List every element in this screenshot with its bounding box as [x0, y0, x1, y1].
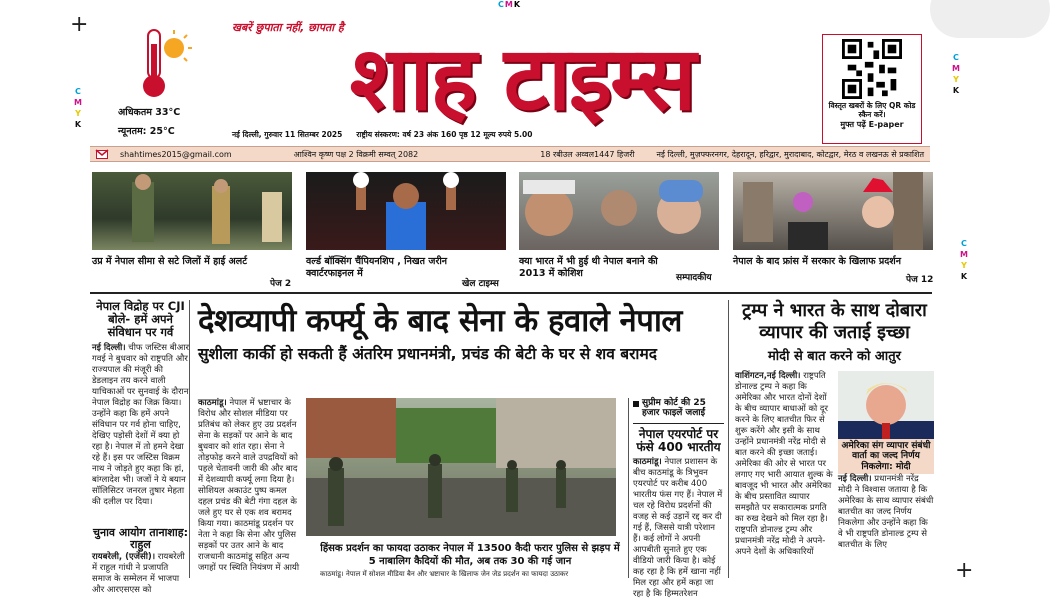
cities-text: नई दिल्ली, मुज़फ्फरनगर, देहरादून, हरिद्वार, मुरादाबाद, कोटद्वार, मेरठ व लखनऊ से प्रकाशित — [656, 149, 924, 159]
left-sub-body: रायबरेली में राहुल गांधी ने प्रजापति समाज के सम्मेलन में भाजपा और आरएसएस को — [92, 551, 185, 595]
dateline-bar — [90, 146, 930, 162]
right-headline[interactable]: ट्रम्प ने भारत के साथ दोबारा व्यापार की जताई इच्छा — [742, 300, 927, 343]
left-sub-dateline: रायबरेली, (एजेंसी)। — [92, 551, 156, 562]
lead-photo-caption-tail: काठमांडू। नेपाल में सोशल मीडिया बैन और भ्रष्टाचार के खिलाफ जेन जेड प्रदर्शन का फायदा उठाकर — [320, 570, 569, 578]
section-divider — [90, 292, 932, 294]
mid-brief[interactable]: सुप्रीम कोर्ट की 25 हजार फाइलें जलाईं — [642, 398, 706, 419]
top-story-page-3: सम्पादकीय — [676, 273, 712, 283]
samvat-text: आश्विन कृष्ण पक्ष 2 विक्रमी सम्वत् 2082 — [293, 149, 419, 159]
cmyk-registration-right-lower: C M Y K — [960, 239, 968, 281]
left-column — [92, 299, 190, 595]
lead-dateline: काठमांडू। — [198, 398, 227, 408]
qr-box[interactable] — [822, 34, 922, 144]
trump-photo[interactable] — [838, 371, 934, 439]
mid-headline[interactable]: नेपाल एयरपोर्ट पर फंसे 400 भारतीय — [636, 426, 721, 455]
temp-min: न्यूनतम: 25°C — [118, 126, 175, 137]
lead-photo-caption[interactable]: हिंसक प्रदर्शन का फायदा उठाकर नेपाल में 13500 कैदी फरार पुलिस से झड़प में 5 नाबालिग कैदियों की मौत, अब तक 30 की गई जान — [320, 543, 620, 567]
right-column — [728, 300, 934, 578]
crop-mark-top-left: + — [70, 12, 89, 37]
top-story-photo-2[interactable] — [306, 172, 506, 250]
qr-text: विस्तृत खबरों के लिए QR कोड स्कैन करें। — [828, 101, 916, 119]
bullet-icon — [633, 401, 639, 407]
right-body: राष्ट्रपति डोनाल्ड ट्रम्प ने कहा कि अमेरिका और भारत दोनों देशों के बीच व्यापार बाधाओं को दूर करने के लिए बातचीत फिर से शुरू करेंगे और इसी के साथ उन्होंने प्रधानमंत्री नरेंद्र मोदी से बात करने की इच्छा जताई। अमेरिका की ओर से भारत पर लगाए गए भारी आयात शुल्क के बावजूद भी भारत और अमेरिका के बीच प्रस्तावित व्यापार समझौते पर सकारात्मक प्रगति का रुख देखने को मिल रहा है। राष्ट्रपति डोनाल्ड ट्रम्प और प्रधानमंत्री नरेंद्र मोदी ने अपने-अपने देशों के अधिकारियों — [735, 370, 833, 557]
qr-code-icon — [842, 39, 902, 99]
lead-photo[interactable] — [306, 398, 616, 536]
right-box-dateline: नई दिल्ली। — [838, 473, 872, 484]
lead-headline[interactable]: देशव्यापी कर्फ्यू के बाद सेना के हवाले नेपाल — [198, 303, 682, 339]
left-dateline: नई दिल्ली। — [92, 342, 126, 353]
mid-dateline: काठमांडू। — [633, 457, 662, 468]
top-story-page-2: खेल टाइम्स — [462, 279, 499, 289]
email-text[interactable]: shahtimes2015@gmail.com — [120, 149, 232, 159]
mid-body: नेपाल प्रशासन के बीच काठमांडू के त्रिभुवन एयरपोर्ट पर करीब 400 भारतीय फंस गए हैं। नेपाल में चल रहे विरोध प्रदर्शनों की वजह से कई उड़ानें रद्द कर दी गई हैं, जिससे यात्री परेशान हैं। कई लोगों ने अपनी आपबीती सुनाते हुए एक वीडियो जारी किया है। कोई कह रहा है कि हमें खाना नहीं मिल रहा और हमें कहा जा रहा है कि हिम्मतरेशन — [633, 457, 723, 600]
edition-info: राष्ट्रीय संस्करण: वर्ष 23 अंक 160 पृष्ठ 12 मूल्य रुपये 5.00 — [356, 130, 533, 139]
top-story-page-4: पेज 12 — [906, 275, 934, 285]
lead-body: नेपाल में भ्रष्टाचार के विरोध और सोशल मीडिया पर प्रतिबंध को लेकर हुए उग्र प्रदर्शन सेना के सड़कों पर आने के बाद बुधवार को शांत रहा। सेना ने तोड़फोड़ करने वाले उपद्रवियों को पहले चेतावनी जारी की और बाद में देशव्यापी कर्फ्यू लगा दिया है। सोशियल अकाउंट पुष्प कमल दहल प्रचंड की बेटी गंगा दहल के जले हुए घर से एक शव बरामद किया गया। काठमांडू प्रदर्शन पर नेता ने कहा कि सेना और पुलिस सड़कों पर उतर आने के बाद राजधानी काठमांडू सहित अन्य जगहों पर स्थिति नियंत्रण में आयी — [198, 398, 300, 573]
cmyk-registration-right: C M Y K — [952, 53, 960, 95]
lead-sub-headline[interactable]: सुशीला कार्की हो सकती हैं अंतरिम प्रधानमंत्री, प्रचंड की बेटी के घर से शव बरामद — [198, 345, 657, 363]
right-dateline: वाशिंगटन,नई दिल्ली। — [735, 370, 801, 381]
qr-cta[interactable]: मुफ्त पढ़ें E-paper — [840, 120, 904, 129]
right-box-body: प्रधानमंत्री नरेंद्र मोदी ने विश्वास जताया है कि अमेरिका के साथ व्यापार संबंधी बातचीत का जल्द निर्णय निकलेगा और उन्होंने कहा कि वे भी राष्ट्रपति डोनाल्ड ट्रम्प से बातचीत के लिए — [838, 473, 934, 550]
masthead-title: शाह टाइम्स — [349, 26, 695, 130]
place-date: नई दिल्ली, गुरुवार 11 सितम्बर 2025 — [232, 130, 343, 139]
cmyk-registration-top: CMK — [498, 0, 522, 9]
left-headline[interactable]: नेपाल विद्रोह पर CJI बोले- हमें अपने संविधान पर गर्व — [96, 299, 185, 340]
top-story-photo-3[interactable] — [519, 172, 719, 250]
corner-overlay — [930, 0, 1050, 38]
mid-column — [628, 398, 724, 600]
top-story-caption-2[interactable]: वर्ल्ड बॉक्सिंग चैंपियनशिप , निखत जरीन क्वार्टरफाइनल में — [306, 256, 448, 279]
left-body: चीफ जस्टिस बीआर गवई ने बुधवार को राष्ट्रपति और राज्यपाल की मंजूरी की डेडलाइन तय करने वाली याचिकाओं पर सुनवाई के दौरान नेपाल विद्रोह का जिक्र किया। उन्होंने कहा कि हमें अपने संविधान पर गर्व होना चाहिए, देखिए पड़ोसी देशों में क्या हो रहा है। नेपाल में तो हमने देखा रहे हैं। इस पर जस्टिस विक्रम नाथ ने जोड़ते हुए कहा कि हां, बांग्लादेश भी। जजों ने ये बयान सॉलिसिटर जनरल तुषार मेहता की दलील पर दिया। — [92, 342, 189, 507]
cmyk-registration-left: C M Y K — [74, 87, 82, 129]
thermometer-icon — [136, 26, 196, 102]
temp-max: अधिकतम 33°C — [118, 107, 181, 118]
top-story-page-1: पेज 2 — [270, 279, 292, 289]
top-story-caption-1[interactable]: उप्र में नेपाल सीमा से सटे जिलों में हाई अलर्ट — [92, 256, 248, 267]
right-box-headline[interactable]: अमेरिका संग व्यापार संबंधी वार्ता का जल्द निर्णय निकलेगा: मोदी — [838, 439, 934, 474]
top-story-photo-1[interactable] — [92, 172, 292, 250]
edition-line — [232, 130, 822, 140]
lead-body-column — [198, 398, 300, 573]
tagline: खबरें छुपाता नहीं, छापता है — [232, 21, 344, 34]
crop-mark-bottom-right: + — [955, 558, 974, 583]
mid-brief-box[interactable] — [633, 398, 724, 419]
gmail-icon — [96, 150, 108, 159]
top-story-photo-4[interactable] — [733, 172, 933, 250]
left-sub-headline[interactable]: चुनाव आयोग तानाशाह: राहुल — [92, 525, 189, 552]
hijri-text: 18 रबीउल अव्वल1447 हिजरी — [540, 149, 635, 159]
top-story-caption-3[interactable]: क्या भारत में भी हुई थी नेपाल बनाने की 2013 में कोशिश — [519, 256, 658, 279]
top-story-caption-4[interactable]: नेपाल के बाद फ्रांस में सरकार के खिलाफ प्रदर्शन — [733, 256, 902, 267]
right-sub-headline[interactable]: मोदी से बात करने को आतुर — [768, 349, 901, 364]
